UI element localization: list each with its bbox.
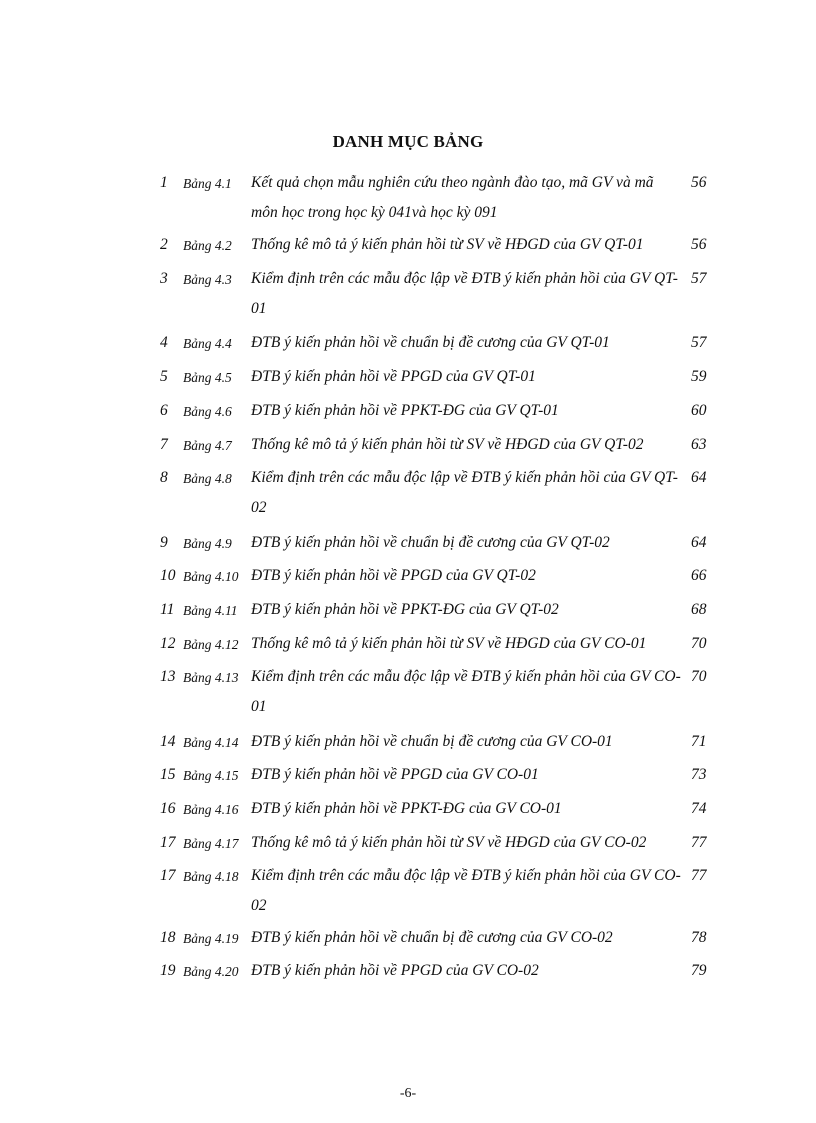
table-label: Bảng 4.1 (183, 176, 232, 191)
table-caption: ĐTB ý kiến phản hồi về PPGD của GV CO-02 (251, 962, 539, 979)
table-caption: Thống kê mô tả ý kiến phản hồi từ SV về HĐGD của GV QT-02 (251, 436, 644, 453)
table-caption: Thống kê mô tả ý kiến phản hồi từ SV về HĐGD của GV CO-02 (251, 834, 647, 851)
page-ref: 56 (691, 236, 707, 253)
table-caption: ĐTB ý kiến phản hồi về PPGD của GV CO-01 (251, 766, 539, 783)
page-ref: 64 (691, 469, 707, 486)
table-label: Bảng 4.12 (183, 637, 239, 652)
table-caption: ĐTB ý kiến phản hồi về chuẩn bị đề cương của GV QT-01 (251, 334, 610, 351)
table-label: Bảng 4.16 (183, 802, 239, 817)
table-label: Bảng 4.7 (183, 438, 232, 453)
table-caption: Kiểm định trên các mẫu độc lập về ĐTB ý kiến phản hồi của GV CO-02 (251, 867, 681, 914)
table-caption: ĐTB ý kiến phản hồi về PPKT-ĐG của GV QT-02 (251, 601, 559, 618)
page-ref: 71 (691, 733, 707, 750)
item-number: 4 (160, 334, 168, 351)
item-number: 5 (160, 368, 168, 385)
page-ref: 59 (691, 368, 707, 385)
table-caption: ĐTB ý kiến phản hồi về PPKT-ĐG của GV CO-01 (251, 800, 562, 817)
item-number: 1 (160, 174, 168, 191)
table-caption: Thống kê mô tả ý kiến phản hồi từ SV về HĐGD của GV CO-01 (251, 635, 647, 652)
page-ref: 66 (691, 567, 707, 584)
table-label: Bảng 4.19 (183, 931, 239, 946)
table-label: Bảng 4.3 (183, 272, 232, 287)
page-ref: 70 (691, 635, 707, 652)
page-number: -6- (399, 1086, 417, 1101)
item-number: 13 (160, 668, 176, 685)
table-caption: ĐTB ý kiến phản hồi về PPKT-ĐG của GV QT-01 (251, 402, 559, 419)
item-number: 9 (160, 534, 168, 551)
table-label: Bảng 4.17 (183, 836, 239, 851)
page-ref: 63 (691, 436, 707, 453)
table-label: Bảng 4.13 (183, 670, 239, 685)
item-number: 12 (160, 635, 176, 652)
table-label: Bảng 4.15 (183, 768, 239, 783)
item-number: 16 (160, 800, 176, 817)
page-ref: 64 (691, 534, 707, 551)
table-caption: Kiểm định trên các mẫu độc lập về ĐTB ý kiến phản hồi của GV CO-01 (251, 668, 681, 715)
table-label: Bảng 4.2 (183, 238, 232, 253)
table-label: Bảng 4.14 (183, 735, 239, 750)
item-number: 17 (160, 834, 176, 851)
page-ref: 77 (691, 834, 707, 851)
item-number: 8 (160, 469, 168, 486)
table-caption: Kiểm định trên các mẫu độc lập về ĐTB ý kiến phản hồi của GV QT-02 (251, 469, 678, 516)
table-caption: ĐTB ý kiến phản hồi về PPGD của GV QT-01 (251, 368, 536, 385)
page-ref: 77 (691, 867, 707, 884)
page-ref: 70 (691, 668, 707, 685)
item-number: 15 (160, 766, 176, 783)
table-caption: ĐTB ý kiến phản hồi về chuẩn bị đề cương của GV CO-02 (251, 929, 613, 946)
table-label: Bảng 4.18 (183, 869, 239, 884)
item-number: 6 (160, 402, 168, 419)
item-number: 7 (160, 436, 168, 453)
item-number: 14 (160, 733, 176, 750)
page-ref: 73 (691, 766, 707, 783)
table-caption: Kết quả chọn mẫu nghiên cứu theo ngành đào tạo, mã GV và mã môn học trong học kỳ 041và học kỳ 091 (251, 174, 654, 221)
table-label: Bảng 4.11 (183, 603, 238, 618)
table-caption: Kiểm định trên các mẫu độc lập về ĐTB ý kiến phản hồi của GV QT-01 (251, 270, 678, 317)
page-ref: 56 (691, 174, 707, 191)
table-label: Bảng 4.4 (183, 336, 232, 351)
table-caption: Thống kê mô tả ý kiến phản hồi từ SV về HĐGD của GV QT-01 (251, 236, 644, 253)
item-number: 11 (160, 601, 175, 618)
page-ref: 68 (691, 601, 707, 618)
item-number: 2 (160, 236, 168, 253)
page-ref: 74 (691, 800, 707, 817)
item-number: 3 (160, 270, 168, 287)
table-label: Bảng 4.9 (183, 536, 232, 551)
table-label: Bảng 4.20 (183, 964, 239, 979)
item-number: 19 (160, 962, 176, 979)
item-number: 10 (160, 567, 176, 584)
page-ref: 57 (691, 334, 707, 351)
item-number: 18 (160, 929, 176, 946)
page-ref: 57 (691, 270, 707, 287)
table-caption: ĐTB ý kiến phản hồi về chuẩn bị đề cương của GV CO-01 (251, 733, 613, 750)
table-caption: ĐTB ý kiến phản hồi về PPGD của GV QT-02 (251, 567, 536, 584)
table-label: Bảng 4.8 (183, 471, 232, 486)
table-caption: ĐTB ý kiến phản hồi về chuẩn bị đề cương của GV QT-02 (251, 534, 610, 551)
page-ref: 79 (691, 962, 707, 979)
table-label: Bảng 4.6 (183, 404, 232, 419)
page-ref: 78 (691, 929, 707, 946)
page-title: DANH MỤC BẢNG (332, 132, 484, 151)
table-label: Bảng 4.5 (183, 370, 232, 385)
table-label: Bảng 4.10 (183, 569, 239, 584)
page-ref: 60 (691, 402, 707, 419)
item-number: 17 (160, 867, 176, 884)
